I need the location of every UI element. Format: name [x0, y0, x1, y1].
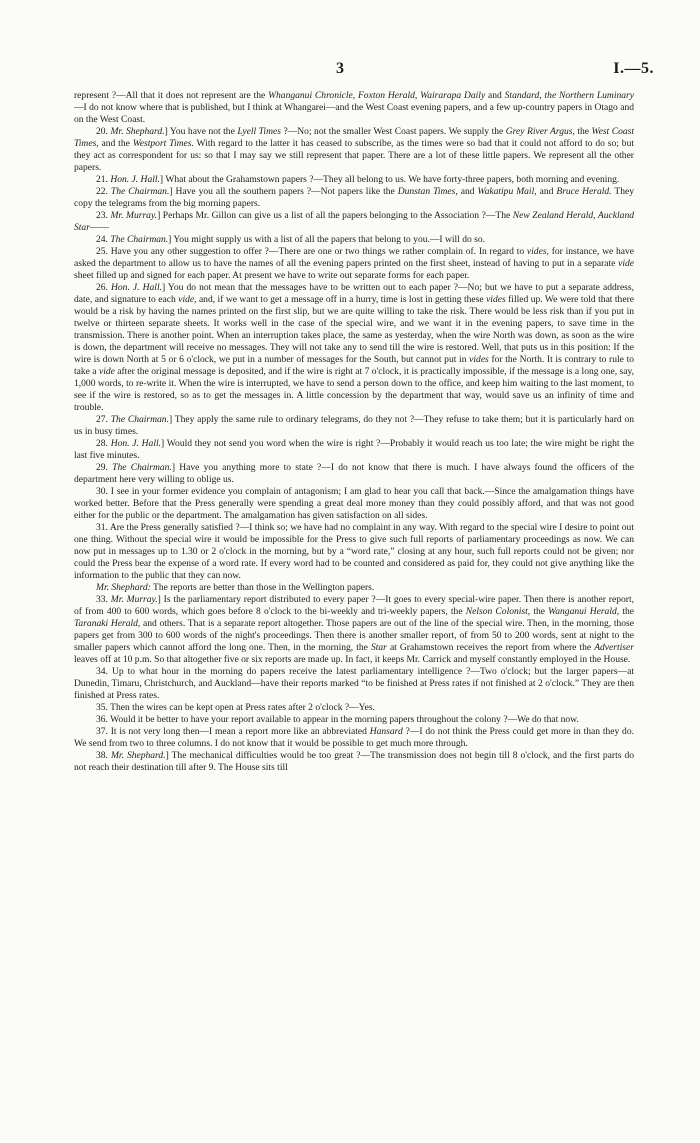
paragraph-p24 — [74, 234, 634, 246]
italic-text: Nelson Colonist, — [465, 606, 531, 617]
text-run: and — [457, 186, 478, 197]
italic-text: Hansard — [369, 726, 403, 737]
italic-text: Wanganui Herald, — [548, 606, 620, 617]
text-run: 26. — [96, 282, 112, 293]
italic-text: vide — [98, 366, 115, 377]
text-run: the — [619, 606, 634, 617]
text-run: the — [530, 606, 549, 617]
text-run: —I do not know where that is published, but I think at Whangarei—and the West Coast evening papers, and a few up-country papers in Otago and on the West Coast. — [74, 102, 634, 125]
italic-text: New Zealand Herald, Auckland Star — [74, 210, 634, 233]
text-run: leaves off at 10 p.m. So that altogether five or six reports are made up. In fact, it keeps Mr. Carrick and myself constantly employed in the House. — [74, 654, 631, 665]
text-run: and others. That is a separate report altogether. Those papers are out of the line of the special wire. Then, in the morning, those papers get from 300 to 600 words of the night's proceedings. Then there is another smaller report, of from 50 to 200 words, sent at night to the smaller papers which cannot afford the long one. Then, in the morning, the — [74, 618, 634, 653]
document-id: I.—5. — [613, 60, 654, 77]
italic-text: Lyell Times — [237, 126, 281, 137]
italic-text: West Coast Times, — [74, 126, 635, 149]
paragraph-p26 — [74, 282, 634, 414]
paragraph-p29 — [74, 462, 634, 486]
text-run: for the North. It is contrary to rule to take a — [74, 354, 634, 377]
text-run: 38. — [96, 750, 111, 761]
paragraph-p33 — [74, 594, 634, 666]
italic-text: vide — [618, 258, 634, 269]
italic-text: Dunstan Times, — [397, 186, 458, 197]
text-run: 27. — [96, 414, 111, 425]
italic-text: The Chairman. — [110, 414, 169, 425]
text-run: filled up. We were told that there would be a risk by having the names printed on the first slip, but we are quite willing to take the risk. There would be less risk than if you put in twelve or thirteen separate sheets. It works well in the case of the special wire, and we want it in the evening papers, to save time in the transmission. There is another point. When an interruption takes place, the same as yesterday, when the wire North was down, as soon as the wire is down, the department will receive no messages. They will not take any to send till the wire is restored. Well, that puts us in this position: If the wire is down North at 5 or 6 o'clock, we put in a number of messages for the South, but cannot put in — [74, 294, 634, 365]
text-run: 36. Would it be better to have your report available to appear in the morning papers throughout the colony ?—We do that now. — [96, 714, 579, 725]
text-run: 34. Up to what hour in the morning do papers receive the latest parliamentary intelligence ?—Two o'clock; but the larger papers—at Dunedin, Timaru, Christchurch, and Auckland—have their reports marked “to be finished at Press rates if not finished at 2 o'clock.” They are then finished at Press rates. — [74, 666, 634, 701]
text-run: ] The mechanical difficulties would be too great ?—The transmission does not begin till 8 o'clock, and the first parts do not reach their destination till after 9. The House sits till — [74, 750, 635, 773]
italic-text: vides, — [526, 246, 549, 257]
text-run: ] Have you all the southern papers ?—Not papers like the — [169, 186, 398, 197]
italic-text: Bruce Herald. — [556, 186, 612, 197]
text-run: ] What about the Grahamstown papers ?—They all belong to us. We have forty-three papers, both morning and evening. — [159, 174, 620, 185]
paragraph-p0 — [74, 90, 634, 126]
paragraph-p36 — [74, 714, 634, 726]
document-body — [74, 90, 634, 774]
italic-text: Mr. Murray. — [110, 594, 158, 605]
paragraph-p22 — [74, 186, 634, 210]
italic-text: vides — [486, 294, 506, 305]
paragraph-p20 — [74, 126, 634, 174]
text-run: ?—I do not think the Press could get more in than they do. We send from two to three columns. I do not know that it would be possible to get much more through. — [74, 726, 634, 749]
paragraph-p35 — [74, 702, 634, 714]
paragraph-p25 — [74, 246, 634, 282]
italic-text: Hon. J. Hall. — [110, 174, 160, 185]
text-run: ] You have not the — [164, 126, 238, 137]
italic-text: The Chairman. — [112, 462, 172, 473]
paragraph-p32 — [74, 582, 634, 594]
italic-text: Advertiser — [594, 642, 634, 653]
paragraph-p34 — [74, 666, 634, 702]
italic-text: vide, — [178, 294, 197, 305]
italic-text: Mr. Shephard. — [110, 126, 165, 137]
text-run: ] They apply the same rule to ordinary telegrams, do they not ?—They refuse to take them; but it is particularly hard on us in busy times. — [74, 414, 634, 437]
paragraph-p31 — [74, 522, 634, 582]
text-run: ] Perhaps Mr. Gillon can give us a list of all the papers belonging to the Association ?—The — [157, 210, 513, 221]
italic-text: The Chairman. — [110, 186, 170, 197]
text-run: They copy the telegrams from the big morning papers. — [74, 186, 634, 209]
text-run: 25. Have you any other suggestion to offer ?—There are one or two things we rather complain of. In regard to — [96, 246, 527, 257]
text-run: 20. — [96, 126, 111, 137]
text-run: and, if we want to get a message off in a hurry, time is lost in getting these — [196, 294, 487, 305]
text-run: ] You might supply us with a list of all the papers that belong to you.—I will do so. — [168, 234, 486, 245]
text-run: ] Is the parliamentary report distributed to every paper ?—It goes to every special-wire paper. Then there is another report, of from 400 to 600 words, which goes before 8 o'clock to the bi-weekly and tri-weekly papers, the — [74, 594, 634, 617]
text-run: at Grahamstown receives the report from where the — [386, 642, 595, 653]
text-run: for instance, we have asked the department to allow us to have the names of all the evening papers printed on the first sheet, instead of having to put in a separate — [74, 246, 635, 269]
italic-text: Taranaki Herald, — [74, 618, 141, 629]
italic-text: Wakatipu Mail, — [477, 186, 537, 197]
text-run: 35. Then the wires can be kept open at Press rates after 2 o'clock ?—Yes. — [96, 702, 375, 713]
text-run: represent ?—All that it does not represent are the — [74, 90, 269, 101]
italic-text: Grey River Argus, — [505, 126, 575, 137]
page-number: 3 — [336, 60, 344, 77]
text-run: 21. — [96, 174, 111, 185]
text-run: —— — [89, 222, 110, 233]
text-run: 23. — [96, 210, 111, 221]
italic-text: Whanganui Chronicle, Foxton Herald, Wairarapa Daily — [268, 90, 486, 101]
paragraph-p23 — [74, 210, 634, 234]
text-run: 33. — [96, 594, 111, 605]
italic-text: Mr. Murray. — [110, 210, 158, 221]
italic-text: Star — [370, 642, 387, 653]
text-run: after the original message is deposited, and if the wire is right at 7 o'clock, it is practically impossible, if the message is a long one, say, 1,000 words, to re-write it. When the wire is interrupted, we have to send a person down to the office, and keep him waiting to the last moment, to see if the wire is restored, so as to get the messages in. A little concession by the department that way, would save us an infinity of time and trouble. — [74, 366, 634, 413]
text-run: 28. — [96, 438, 111, 449]
text-run: the — [574, 126, 592, 137]
text-run: and — [485, 90, 505, 101]
text-run: ] Have you anything more to state ?—I do not know that there is much. I have always found the officers of the department here very willing to oblige us. — [74, 462, 635, 485]
text-run: 22. — [96, 186, 111, 197]
paragraph-p38 — [74, 750, 634, 774]
text-run: 37. It is not very long then—I mean a report more like an abbreviated — [96, 726, 370, 737]
italic-text: The Chairman. — [110, 234, 169, 245]
text-run: 29. — [96, 462, 113, 473]
text-run: 31. Are the Press generally satisfied ?—I think so; we have had no complaint in any way. With regard to the special wire I desire to point out one thing. Without the special wire it would be impossible for the Press to give such full reports of parliamentary proceedings as now. We can now put in messages up to 1.30 or 2 o'clock in the morning, but by a “word rate,” closing at any hour, such full reports could not be given; nor could the Press bear the expense of a word rate. If every word had to be counted and considered as paid for, they could not give anything like the information to the public that they can now. — [74, 522, 634, 581]
italic-text: Hon. J. Hall. — [111, 282, 162, 293]
paragraph-p21 — [74, 174, 634, 186]
text-run: 30. I see in your former evidence you complain of antagonism; I am glad to hear you call that back.—Since the amalgamation things have worked better. Before that the Press generally were spending a great deal more money than they could possibly afford, and that was not good either for the public or the department. The amalgamation has given satisfaction on all sides. — [74, 486, 634, 521]
paragraph-p37 — [74, 726, 634, 750]
text-run: sheet filled up and signed for each paper. At present we have to write out separate forms for each paper. — [74, 270, 470, 281]
text-run: The reports are better than those in the Wellington papers. — [150, 582, 375, 593]
italic-text: Mr. Shephard. — [110, 750, 166, 761]
paragraph-p28 — [74, 438, 634, 462]
italic-text: Westport Times. — [132, 138, 194, 149]
text-run: and — [536, 186, 557, 197]
text-run: ] Would they not send you word when the wire is right ?—Probably it would reach us too late; the wire might be right the last five minutes. — [74, 438, 634, 461]
paragraph-p30 — [74, 486, 634, 522]
text-run: ?—No; not the smaller West Coast papers. We supply the — [280, 126, 506, 137]
italic-text: Standard, the Northern Luminary — [504, 90, 634, 101]
italic-text: vides — [469, 354, 489, 365]
italic-text: Mr. Shephard: — [96, 582, 151, 593]
italic-text: Hon. J. Hall. — [110, 438, 162, 449]
text-run: 24. — [96, 234, 111, 245]
text-run: and the — [98, 138, 133, 149]
paragraph-p27 — [74, 414, 634, 438]
text-run: With regard to the latter it has ceased to subscribe, as the times were so bad that it could not afford to do so; but they act as correspondent for us: so that I may say we still represent that paper. There are a lot of these little papers. We represent all the other papers. — [74, 138, 635, 173]
text-run: ] You do not mean that the messages have to be written out to each paper ?—No; but we have to put a separate address, date, and signature to each — [74, 282, 634, 305]
